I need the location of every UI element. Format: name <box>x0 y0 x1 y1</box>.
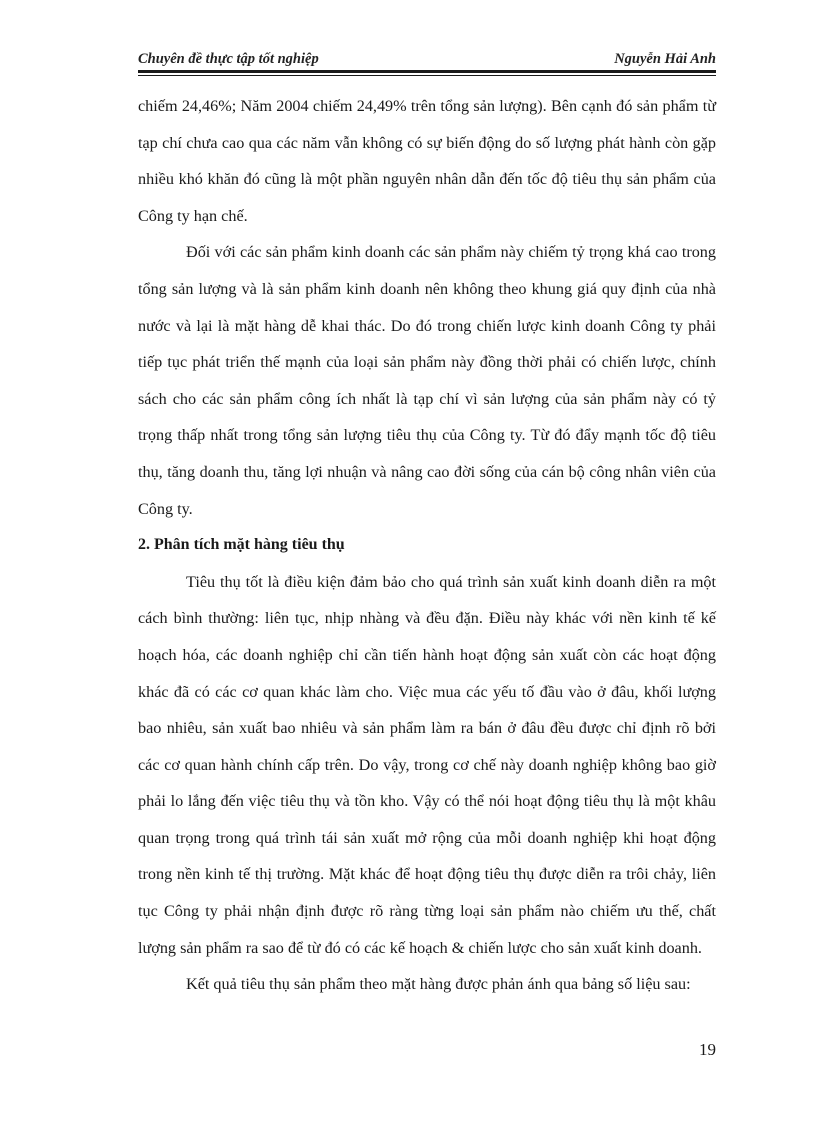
paragraph-business-products: Đối với các sản phẩm kinh doanh các sản phẩm này chiếm tỷ trọng khá cao trong tổng sản lượng và là sản phẩm kinh doanh nên không theo khung giá quy định của nhà nước và lại là mặt hàng dễ khai thác. Do đó trong chiến lược kinh doanh Công ty phải tiếp tục phát triển thế mạnh của loại sản phẩm này đồng thời phải có chiến lược, chính sách cho các sản phẩm công ích nhất là tạp chí vì sản lượng của sản phẩm này có tỷ trọng thấp nhất trong tổng sản lượng tiêu thụ của Công ty. Từ đó đẩy mạnh tốc độ tiêu thụ, tăng doanh thu, tăng lợi nhuận và nâng cao đời sống của cán bộ công nhân viên của Công ty. <box>138 243 716 518</box>
paragraph-consumption-analysis: Tiêu thụ tốt là điều kiện đảm bảo cho quá trình sản xuất kinh doanh diễn ra một cách bình thường: liên tục, nhịp nhàng và đều đặn. Điều này khác với nền kinh tế kế hoạch hóa, các doanh nghiệp chỉ cần tiến hành hoạt động sản xuất còn các hoạt động khác đã có các cơ quan khác làm cho. Việc mua các yếu tố đầu vào ở đâu, khối lượng bao nhiêu, sản xuất bao nhiêu và sản phẩm làm ra bán ở đâu đều được chỉ định rõ bởi các cơ quan hành chính cấp trên. Do vậy, trong cơ chế này doanh nghiệp không bao giờ phải lo lắng đến việc tiêu thụ và tồn kho. Vậy có thể nói hoạt động tiêu thụ là một khâu quan trọng trong quá trình tái sản xuất mở rộng của mỗi doanh nghiệp khi hoạt động trong nền kinh tế thị trường. Mặt khác để hoạt động tiêu thụ được diễn ra trôi chảy, liên tục Công ty phải nhận định được rõ ràng từng loại sản phẩm nào chiếm ưu thế, chất lượng sản phẩm ra sao để từ đó có các kế hoạch & chiến lược cho sản xuất kinh doanh. <box>138 572 716 957</box>
page-header <box>138 44 716 68</box>
header-author-name: Nguyễn Hải Anh <box>614 51 716 67</box>
page-number: 19 <box>699 1040 716 1059</box>
header-rule-thick <box>138 70 716 73</box>
paragraph-table-intro: Kết quả tiêu thụ sản phẩm theo mặt hàng được phản ánh qua bảng số liệu sau: <box>186 975 691 994</box>
section-heading: 2. Phân tích mặt hàng tiêu thụ <box>138 536 345 554</box>
document-body <box>138 88 716 1003</box>
header-rule-thin <box>138 75 716 76</box>
header-document-title: Chuyên đề thực tập tốt nghiệp <box>138 51 319 67</box>
paragraph-continuation: chiếm 24,46%; Năm 2004 chiếm 24,49% trên tổng sản lượng). Bên cạnh đó sản phẩm từ tạp chí chưa cao qua các năm vẫn không có sự biến động do số lượng phát hành còn gặp nhiều khó khăn đó cũng là một phần nguyên nhân dẫn đến tốc độ tiêu thụ sản phẩm của Công ty hạn chế. <box>138 97 716 225</box>
